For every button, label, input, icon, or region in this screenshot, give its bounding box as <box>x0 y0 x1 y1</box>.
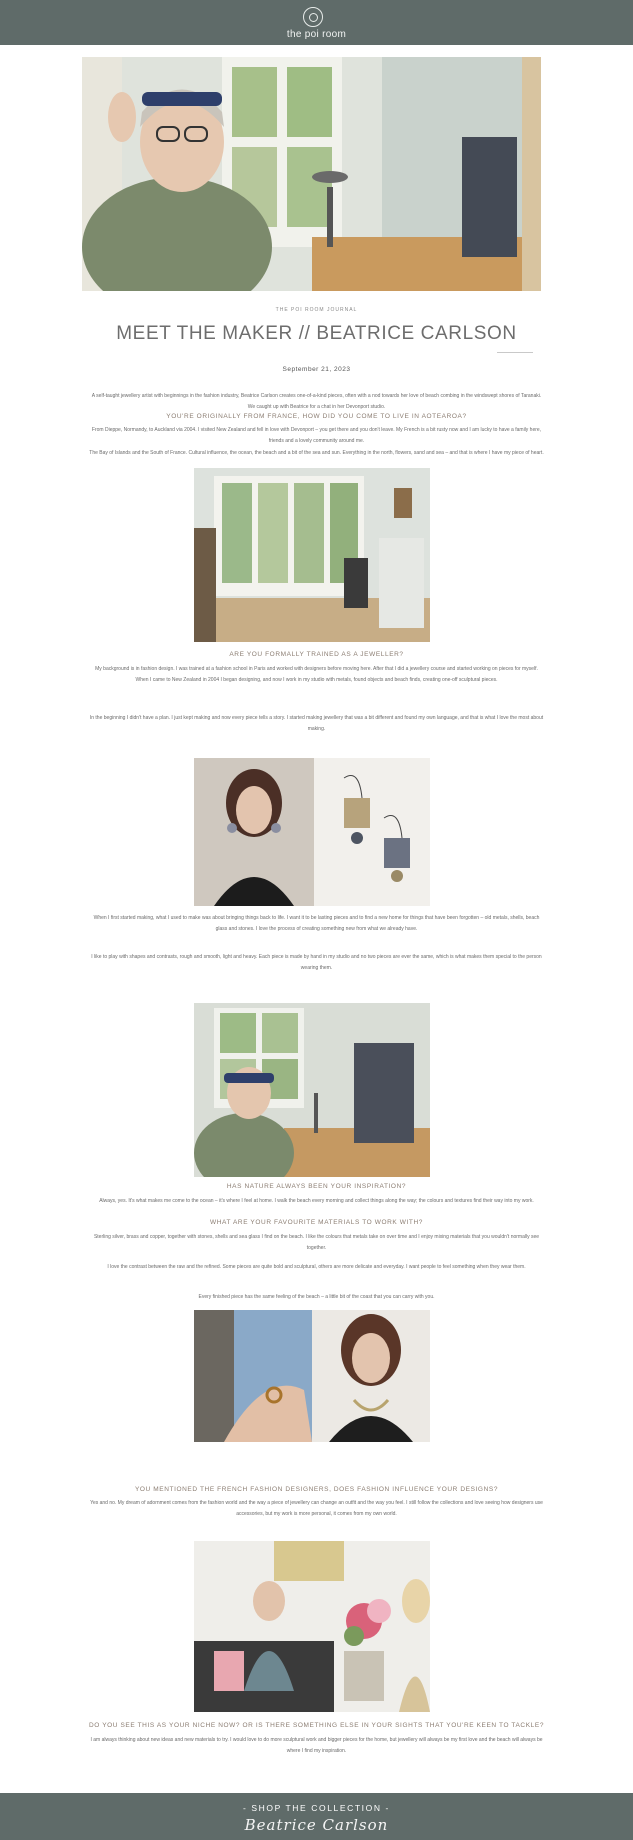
section-paragraph: Sterling silver, brass and copper, together with stones, shells and sea glass I find on the beach. I like the colours that metals take on over time and I enjoy mixing materials that you wouldn't normally see together. <box>93 1234 540 1251</box>
hero-image <box>82 57 541 291</box>
article-intro: A self-taught jewellery artist with beginnings in the fashion industry, Beatrice Carlson creates one-of-a-kind pieces, often with a nod towards her love of beach combing in the windswept shores of Taranaki. We caught up with Beatrice for a chat in her Devonport studio. <box>91 393 542 410</box>
article-kicker[interactable]: THE POI ROOM JOURNAL <box>275 307 358 313</box>
studio-image <box>194 468 430 642</box>
section-paragraph: From Dieppe, Normandy, to Auckland via 2004. I visited New Zealand and fell in love with Devonport – you get there and you don't leave. My French is a bit rusty now and I am lucky to have a family here, friends and a lovely community around me. <box>91 427 542 444</box>
section-paragraph: My background is in fashion design. I was trained at a fashion school in Paris and worked with designers before moving here. After that I did a jewellery course and started working on pieces for myself. When I came to New Zealand in 2004 I began designing, and now I work in my studio with metals, found objects and beach finds, creating one-off sculptural pieces. <box>95 666 538 683</box>
shop-collection-link[interactable]: - SHOP THE COLLECTION - <box>242 1803 390 1813</box>
section-question: YOU MENTIONED THE FRENCH FASHION DESIGNERS, DOES FASHION INFLUENCE YOUR DESIGNS? <box>134 1486 499 1493</box>
signature-logo: Beatrice Carlson <box>244 1816 389 1834</box>
site-logo-text[interactable]: the poi room <box>286 29 347 40</box>
section-paragraph: In the beginning I didn't have a plan. I just kept making and now every piece tells a story. I started making jewellery that was a bit different and found my own language, and that is what I love the most about making. <box>89 715 544 732</box>
section-paragraph: The Bay of Islands and the South of France. Cultural influence, the ocean, the beach and a bit of the sea and sun. Everything in the north, flowers, sand and sea – and that is where I have my piece of heart. <box>89 450 544 456</box>
section-paragraph: I love the contrast between the raw and the refined. Some pieces are quite bold and sculptural, others are more delicate and everyday. I want people to feel something when they wear them. <box>107 1264 526 1270</box>
section-paragraph: I am always thinking about new ideas and new materials to try. I would love to do more sculptural work and bigger pieces for the home, but jewellery will always be my first love and the beach will always be where I find my inspiration. <box>90 1737 543 1754</box>
section-paragraph: Every finished piece has the same feeling of the beach – a little bit of the coast that you can carry with you. <box>198 1294 435 1300</box>
section-paragraph: Yes and no. My dream of adornment comes from the fashion world and the way a piece of jewellery can change an outfit and the way you feel. I still follow the collections and love seeing how designers use accessories, but my work is more personal, it comes from my own world. <box>90 1500 543 1517</box>
site-header <box>0 0 633 45</box>
title-divider <box>497 352 533 353</box>
section-question: WHAT ARE YOUR FAVOURITE MATERIALS TO WORK WITH? <box>210 1219 423 1226</box>
section-paragraph: When I first started making, what I used to make was about bringing things back to life. I want it to be lasting pieces and to find a new home for things that have been forgotten – old metals, shells, beach glass and stones. I love the process of creating something new from what we already have. <box>93 915 540 932</box>
section-question: ARE YOU FORMALLY TRAINED AS A JEWELLER? <box>229 651 404 658</box>
section-paragraph: Always, yes. It's what makes me come to the ocean – it's where I feel at home. I walk the beach every morning and collect things along the way; the colours and textures find their way into my work. <box>99 1198 534 1204</box>
maker-at-bench-image <box>194 1003 430 1177</box>
interview-image <box>194 1541 430 1712</box>
section-question: DO YOU SEE THIS AS YOUR NICHE NOW? OR IS THERE SOMETHING ELSE IN YOUR SIGHTS THAT YOU'RE KEEN TO TACKLE? <box>88 1722 545 1729</box>
section-question: YOU'RE ORIGINALLY FROM FRANCE, HOW DID YOU COME TO LIVE IN AOTEAROA? <box>166 413 467 420</box>
section-paragraph: I like to play with shapes and contrasts, rough and smooth, light and heavy. Each piece is made by hand in my studio and no two pieces are ever the same, which is what makes them special to the person wearing them. <box>91 954 542 971</box>
section-question: HAS NATURE ALWAYS BEEN YOUR INSPIRATION? <box>226 1183 407 1190</box>
article-date: September 21, 2023 <box>282 366 351 373</box>
model-earrings-image <box>194 758 430 906</box>
page-title: MEET THE MAKER // BEATRICE CARLSON <box>116 323 517 344</box>
ring-necklace-image <box>194 1310 430 1442</box>
poi-room-logo-icon[interactable] <box>303 7 323 27</box>
